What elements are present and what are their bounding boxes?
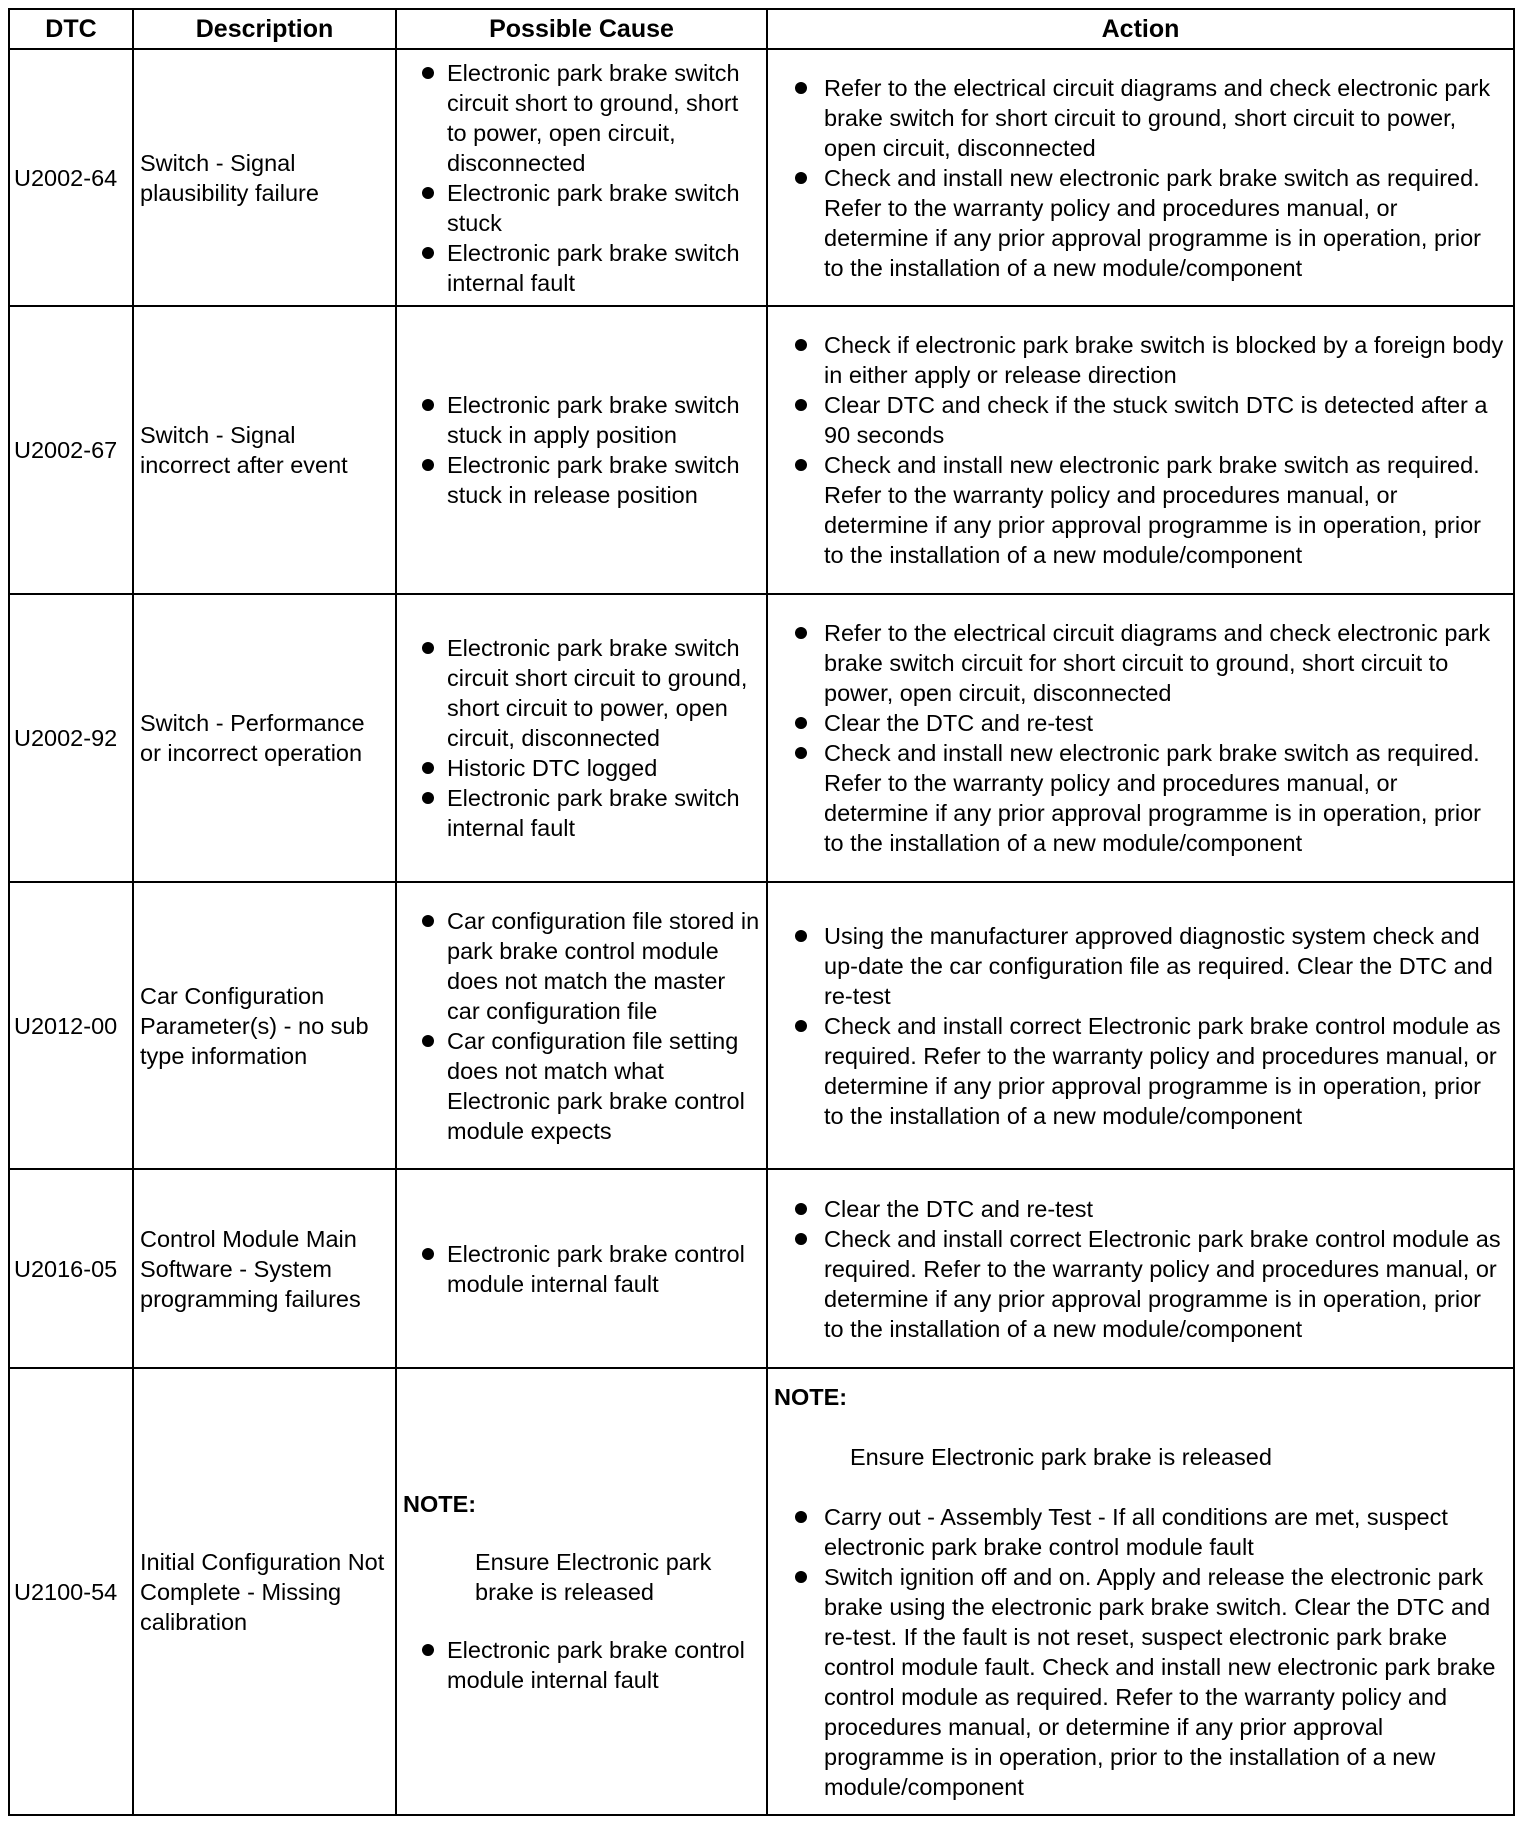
table-row <box>9 882 1514 1169</box>
header-possible-cause: Possible Cause <box>396 9 767 49</box>
cause-list <box>403 633 760 843</box>
dtc-code: U2100-54 <box>9 1368 133 1815</box>
action-item: Check and install new electronic park brake switch as required. Refer to the warranty policy and procedures manual, or determine if any prior approval programme is in operation, prior to the installation of a new module/component <box>774 738 1507 858</box>
dtc-description: Switch - Signal incorrect after event <box>133 306 396 594</box>
cause-list <box>403 906 760 1146</box>
dtc-code: U2012-00 <box>9 882 133 1169</box>
note-text: Ensure Electronic park brake is released <box>850 1443 1272 1470</box>
note-label: NOTE: <box>403 1490 477 1517</box>
cause-item: Electronic park brake switch internal fault <box>403 783 760 843</box>
cause-item: Electronic park brake switch circuit short to ground, short to power, open circuit, disconnected <box>403 58 760 178</box>
possible-cause-cell <box>396 594 767 882</box>
action-item: Clear DTC and check if the stuck switch DTC is detected after a 90 seconds <box>774 390 1507 450</box>
cause-item: Electronic park brake switch stuck in apply position <box>403 390 760 450</box>
cause-item: Electronic park brake switch stuck in release position <box>403 450 760 510</box>
action-item: Using the manufacturer approved diagnostic system check and up-date the car configuration file as required. Clear the DTC and re-test <box>774 921 1507 1011</box>
cause-item: Electronic park brake switch circuit short circuit to ground, short circuit to power, open circuit, disconnected <box>403 633 760 753</box>
note-text: Ensure Electronic park brake is released <box>475 1548 712 1605</box>
header-row <box>9 9 1514 49</box>
action-item: Check and install new electronic park brake switch as required. Refer to the warranty policy and procedures manual, or determine if any prior approval programme is in operation, prior to the installation of a new module/component <box>774 450 1507 570</box>
action-item: Carry out - Assembly Test - If all conditions are met, suspect electronic park brake control module fault <box>774 1502 1507 1562</box>
dtc-code: U2002-92 <box>9 594 133 882</box>
action-item: Check and install correct Electronic park brake control module as required. Refer to the warranty policy and procedures manual, or determine if any prior approval programme is in operation, prior to the installation of a new module/component <box>774 1011 1507 1131</box>
action-cell <box>767 306 1514 594</box>
action-cell <box>767 49 1514 306</box>
action-item: Check and install correct Electronic park brake control module as required. Refer to the warranty policy and procedures manual, or determine if any prior approval programme is in operation, prior to the installation of a new module/component <box>774 1224 1507 1344</box>
action-list <box>774 1502 1507 1802</box>
possible-cause-cell <box>396 49 767 306</box>
possible-cause-cell <box>396 306 767 594</box>
action-list <box>774 921 1507 1131</box>
header-action: Action <box>767 9 1514 49</box>
dtc-description: Initial Configuration Not Complete - Missing calibration <box>133 1368 396 1815</box>
action-item: Clear the DTC and re-test <box>774 1194 1507 1224</box>
cause-item: Car configuration file setting does not match what Electronic park brake control module expects <box>403 1026 760 1146</box>
action-cell <box>767 1368 1514 1815</box>
cause-item: Historic DTC logged <box>403 753 760 783</box>
cause-list <box>403 58 760 298</box>
note-label: NOTE: <box>774 1383 848 1410</box>
cause-list <box>403 390 760 510</box>
possible-cause-cell <box>396 1169 767 1368</box>
table-row <box>9 306 1514 594</box>
dtc-description: Switch - Signal plausibility failure <box>133 49 396 306</box>
action-item: Clear the DTC and re-test <box>774 708 1507 738</box>
cause-list <box>403 1239 760 1299</box>
dtc-code: U2002-67 <box>9 306 133 594</box>
dtc-description: Car Configuration Parameter(s) - no sub type information <box>133 882 396 1169</box>
action-list <box>774 330 1507 570</box>
table-row <box>9 49 1514 306</box>
dtc-code: U2016-05 <box>9 1169 133 1368</box>
action-item: Switch ignition off and on. Apply and release the electronic park brake using the electronic park brake switch. Clear the DTC and re-test. If the fault is not reset, suspect electronic park brake control module fault. Check and install new electronic park brake control module as required. Refer to the warranty policy and procedures manual, or determine if any prior approval programme is in operation, prior to the installation of a new module/component <box>774 1562 1507 1802</box>
table-row <box>9 1169 1514 1368</box>
cause-item: Electronic park brake switch internal fault <box>403 238 760 298</box>
action-list <box>774 618 1507 858</box>
cause-item: Car configuration file stored in park brake control module does not match the master car configuration file <box>403 906 760 1026</box>
dtc-table <box>8 8 1515 1816</box>
dtc-description: Switch - Performance or incorrect operation <box>133 594 396 882</box>
cause-item: Electronic park brake control module internal fault <box>403 1635 760 1695</box>
dtc-code: U2002-64 <box>9 49 133 306</box>
header-dtc: DTC <box>9 9 133 49</box>
possible-cause-cell <box>396 1368 767 1815</box>
action-item: Check and install new electronic park brake switch as required. Refer to the warranty policy and procedures manual, or determine if any prior approval programme is in operation, prior to the installation of a new module/component <box>774 163 1507 283</box>
table-row <box>9 1368 1514 1815</box>
cause-item: Electronic park brake control module internal fault <box>403 1239 760 1299</box>
dtc-description: Control Module Main Software - System programming failures <box>133 1169 396 1368</box>
cause-list <box>403 1635 760 1695</box>
action-item: Check if electronic park brake switch is blocked by a foreign body in either apply or release direction <box>774 330 1507 390</box>
action-cell <box>767 882 1514 1169</box>
table-row <box>9 594 1514 882</box>
action-list <box>774 73 1507 283</box>
header-description: Description <box>133 9 396 49</box>
action-list <box>774 1194 1507 1344</box>
possible-cause-cell <box>396 882 767 1169</box>
action-item: Refer to the electrical circuit diagrams and check electronic park brake switch for short circuit to ground, short circuit to power, open circuit, disconnected <box>774 73 1507 163</box>
action-cell <box>767 594 1514 882</box>
action-item: Refer to the electrical circuit diagrams and check electronic park brake switch circuit for short circuit to ground, short circuit to power, open circuit, disconnected <box>774 618 1507 708</box>
cause-item: Electronic park brake switch stuck <box>403 178 760 238</box>
action-cell <box>767 1169 1514 1368</box>
